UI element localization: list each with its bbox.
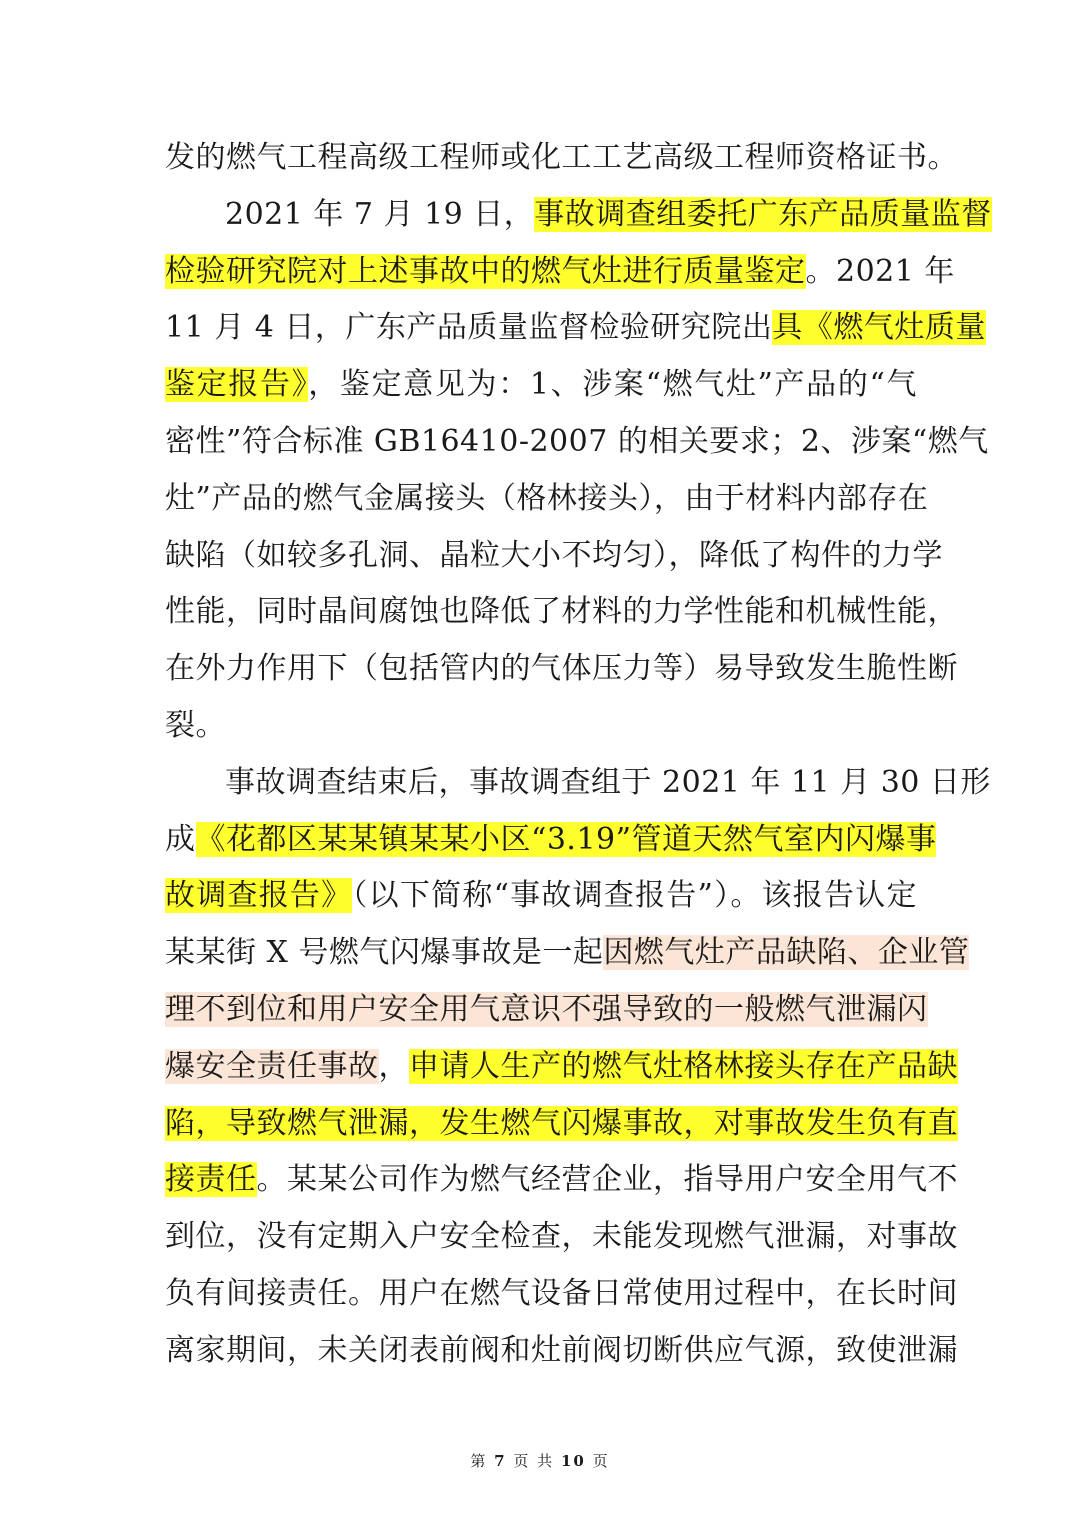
text-line: [165, 982, 928, 1039]
text-line: [165, 868, 917, 925]
highlighted-text: 申请人生产的燃气灶格林接头存在产品缺: [409, 1048, 958, 1084]
text-segment: 2021 年 7 月 19 日，: [225, 196, 535, 232]
document-body: [165, 130, 992, 1380]
text-segment: 缺陷（如较多孔洞、晶粒大小不均匀），降低了构件的力学: [165, 537, 943, 573]
highlighted-text: 鉴定报告》: [165, 367, 309, 403]
highlighted-text: 接责任: [165, 1162, 257, 1198]
footer-prefix: 第: [470, 1452, 488, 1470]
text-segment: 离家期间，未关闭表前阀和灶前阀切断供应气源，致使泄漏: [165, 1332, 958, 1368]
footer-suffix: 页: [592, 1452, 610, 1470]
text-line: [165, 1096, 958, 1153]
page-footer: [0, 1450, 1080, 1471]
text-line: [165, 300, 986, 357]
highlighted-text: 陷，导致燃气泄漏，发生燃气闪爆事故，对事故发生负有直: [165, 1105, 958, 1141]
highlighted-text: 《花都区某某镇某某小区“3.19”管道天然气室内闪爆事: [195, 821, 937, 857]
text-line: [165, 1266, 958, 1323]
text-line: [165, 641, 958, 698]
text-segment: ，: [378, 1048, 409, 1084]
highlighted-text: 爆安全责任事故: [165, 1048, 379, 1084]
text-segment: 裂。: [165, 707, 226, 743]
text-line: [165, 357, 917, 414]
highlighted-text: 事故调查组委托广东产品质量监督: [534, 196, 992, 232]
text-segment: ，鉴定意见为：1、涉案“燃气灶”产品的“气: [308, 367, 917, 403]
text-line: [165, 925, 970, 982]
text-segment: 负有间接责任。用户在燃气设备日常使用过程中，在长时间: [165, 1275, 958, 1311]
text-segment: （以下简称“事故调查报告”）。该报告认定: [352, 878, 917, 914]
highlighted-text: 检验研究院对上述事故中的燃气灶进行质量鉴定: [165, 253, 806, 289]
highlighted-text: 故调查报告》: [165, 878, 353, 914]
text-segment: 性能，同时晶间腐蚀也降低了材料的力学性能和机械性能，: [165, 594, 958, 630]
text-line: [165, 130, 958, 187]
text-segment: 某某街 X 号燃气闪爆事故是一起: [165, 935, 604, 971]
text-line: [165, 1152, 958, 1209]
page-number: 7: [494, 1452, 507, 1470]
text-line: [165, 244, 955, 301]
text-line: [165, 1039, 958, 1096]
text-segment: 11 月 4 日，广东产品质量监督检验研究院出: [165, 310, 773, 346]
text-segment: 密性”符合标准 GB16410-2007 的相关要求；2、涉案“燃气: [165, 423, 989, 459]
highlighted-text: 具《燃气灶质量: [772, 310, 986, 346]
text-segment: 发的燃气工程高级工程师或化工工艺高级工程师资格证书。: [165, 140, 958, 175]
text-segment: 成: [165, 821, 196, 857]
text-segment: 在外力作用下（包括管内的气体压力等）易导致发生脆性断: [165, 651, 958, 687]
text-segment: 。某某公司作为燃气经营企业，指导用户安全用气不: [256, 1162, 958, 1198]
text-segment: 到位，没有定期入户安全检查，未能发现燃气泄漏，对事故: [165, 1219, 958, 1255]
text-line: [165, 528, 943, 585]
text-line: [165, 755, 991, 812]
highlighted-text: 理不到位和用户安全用气意识不强导致的一般燃气泄漏闪: [165, 991, 928, 1027]
text-line: [165, 1323, 958, 1380]
text-segment: 灶”产品的燃气金属接头（格林接头），由于材料内部存在: [165, 480, 929, 516]
text-line: [165, 812, 937, 869]
text-line: [165, 698, 917, 755]
paragraph-quality-appraisal: [165, 187, 992, 755]
footer-middle: 页 共: [513, 1452, 555, 1470]
page-total: 10: [560, 1452, 586, 1470]
text-line: [165, 584, 958, 641]
text-segment: 。2021 年: [805, 253, 955, 289]
paragraph-continued: [165, 130, 958, 187]
highlighted-text: 因燃气灶产品缺陷、企业管: [603, 935, 970, 971]
text-line: [165, 187, 992, 244]
paragraph-investigation-report: [165, 755, 991, 1380]
text-line: [165, 1209, 958, 1266]
text-line: [165, 471, 929, 528]
text-line: [165, 414, 989, 471]
text-segment: 事故调查结束后，事故调查组于 2021 年 11 月 30 日形: [225, 764, 991, 800]
